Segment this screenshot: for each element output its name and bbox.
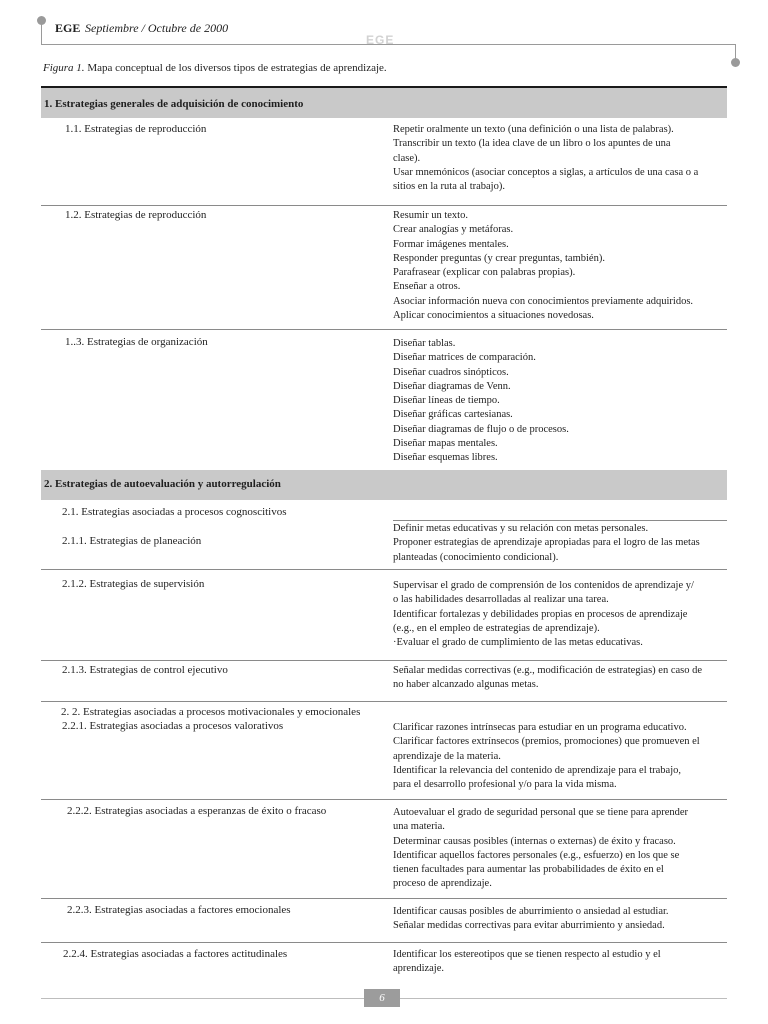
description-line: Identificar fortalezas y debilidades propias en procesos de aprendizaje bbox=[393, 608, 688, 620]
description-line: ·Evaluar el grado de cumplimiento de las metas educativas. bbox=[393, 637, 643, 649]
journal-name: EGE bbox=[55, 21, 81, 35]
description-line: una materia. bbox=[393, 821, 445, 833]
description-line: para el desarrollo profesional y/o para la vida misma. bbox=[393, 779, 617, 791]
figure-caption-text: Mapa conceptual de los diversos tipos de estrategias de aprendizaje. bbox=[84, 62, 387, 74]
strategy-label: 2.1.3. Estrategias de control ejecutivo bbox=[62, 664, 228, 676]
description-line: Parafrasear (explicar con palabras propias). bbox=[393, 267, 576, 279]
strategy-description bbox=[393, 579, 728, 650]
description-line: Diseñar diagramas de flujo o de procesos. bbox=[393, 423, 569, 435]
description-line: proceso de aprendizaje. bbox=[393, 878, 492, 890]
strategy-label: 2.2.2. Estrategias asociadas a esperanzas de éxito o fracaso bbox=[67, 805, 327, 817]
description-line: planteadas (conocimiento condicional). bbox=[393, 551, 559, 563]
description-line: Aplicar conocimientos a situaciones novedosas. bbox=[393, 310, 594, 322]
description-line: Transcribir un texto (la idea clave de un libro o los apuntes de una bbox=[393, 138, 671, 150]
description-line: Identificar los estereotipos que se tienen respecto al estudio y el bbox=[393, 949, 661, 960]
strategy-label: 1..3. Estrategias de organización bbox=[65, 336, 208, 348]
description-line: Enseñar a otros. bbox=[393, 281, 461, 293]
description-line: tienen facultades para aumentar las probabilidades de éxito en el bbox=[393, 864, 664, 876]
description-line: Diseñar gráficas cartesianas. bbox=[393, 409, 513, 421]
description-line: o las habilidades desarrolladas al realizar una tarea. bbox=[393, 594, 609, 606]
row-divider bbox=[41, 205, 727, 206]
description-line: Definir metas educativas y su relación con metas personales. bbox=[393, 523, 649, 534]
strategy-description bbox=[393, 905, 728, 934]
description-line: Supervisar el grado de comprensión de los contenidos de aprendizaje y/ bbox=[393, 580, 694, 591]
description-line: Diseñar diagramas de Venn. bbox=[393, 380, 511, 392]
figure-caption bbox=[43, 62, 387, 74]
description-line: no haber alcanzado algunas metas. bbox=[393, 679, 539, 691]
header-ornament-dot-right bbox=[731, 58, 740, 67]
row-divider bbox=[41, 329, 727, 330]
description-line: clase). bbox=[393, 152, 421, 164]
description-line: sitios en la ruta al trabajo). bbox=[393, 181, 505, 193]
section-title: 1. Estrategias generales de adquisición de conocimiento bbox=[44, 98, 304, 110]
row-divider bbox=[41, 701, 727, 702]
section-title: 2. Estrategias de autoevaluación y autorregulación bbox=[44, 478, 281, 490]
description-line: Señalar medidas correctivas para evitar aburrimiento y ansiedad. bbox=[393, 920, 665, 932]
description-line: Usar mnemónicos (asociar conceptos a siglas, a artículos de una casa o a bbox=[393, 166, 699, 178]
header-watermark: EGE bbox=[366, 33, 395, 47]
description-line: (e.g., en el empleo de estrategias de aprendizaje). bbox=[393, 622, 600, 634]
strategy-label: 2.2.3. Estrategias asociadas a factores emocionales bbox=[67, 904, 291, 916]
strategy-label: 2.1.2. Estrategias de supervisión bbox=[62, 578, 205, 590]
description-line: Diseñar líneas de tiempo. bbox=[393, 395, 500, 407]
row-divider bbox=[41, 799, 727, 800]
description-line: Diseñar cuadros sinópticos. bbox=[393, 366, 509, 378]
strategy-description bbox=[393, 948, 728, 977]
row-divider bbox=[41, 942, 727, 943]
row-divider bbox=[41, 569, 727, 570]
description-line: aprendizaje. bbox=[393, 963, 445, 975]
issue-date: Septiembre / Octubre de 2000 bbox=[85, 21, 229, 35]
description-line: Identificar aquellos factores personales (e.g., esfuerzo) en los que se bbox=[393, 849, 680, 861]
strategy-description bbox=[393, 209, 728, 323]
description-line: Señalar medidas correctivas (e.g., modificación de estrategias) en caso de bbox=[393, 665, 703, 676]
description-line: Determinar causas posibles (internas o externas) de éxito y fracaso. bbox=[393, 835, 676, 847]
description-line: aprendizaje de la materia. bbox=[393, 750, 501, 762]
section-header-1 bbox=[41, 88, 727, 118]
description-line: Clarificar razones intrínsecas para estudiar en un programa educativo. bbox=[393, 722, 687, 733]
page-number: 6 bbox=[364, 989, 400, 1007]
strategy-label: 2.1.1. Estrategias de planeación bbox=[62, 535, 202, 547]
description-line: Diseñar matrices de comparación. bbox=[393, 352, 536, 364]
strategy-description bbox=[393, 664, 728, 693]
strategy-label: 1.2. Estrategias de reproducción bbox=[65, 209, 207, 221]
description-line: Diseñar mapas mentales. bbox=[393, 438, 498, 450]
header-ornament-line-left bbox=[41, 19, 42, 44]
strategy-group-label: 2. 2. Estrategias asociadas a procesos motivacionales y emocionales bbox=[61, 706, 361, 718]
section-header-2 bbox=[41, 470, 727, 500]
description-line: Asociar información nueva con conocimientos previamente adquiridos. bbox=[393, 295, 694, 307]
description-line: Diseñar esquemas libres. bbox=[393, 452, 498, 464]
strategy-label: 1.1. Estrategias de reproducción bbox=[65, 123, 207, 135]
description-line: Resumir un texto. bbox=[393, 210, 468, 221]
description-line: Autoevaluar el grado de seguridad personal que se tiene para aprender bbox=[393, 807, 689, 818]
description-line: Proponer estrategias de aprendizaje apropiadas para el logro de las metas bbox=[393, 537, 700, 549]
description-line: Diseñar tablas. bbox=[393, 338, 456, 349]
strategy-group-label: 2.1. Estrategias asociadas a procesos cognoscitivos bbox=[62, 506, 287, 518]
description-line: Formar imágenes mentales. bbox=[393, 238, 509, 250]
description-rule bbox=[393, 520, 727, 521]
strategy-label: 2.2.4. Estrategias asociadas a factores actitudinales bbox=[63, 948, 288, 960]
row-divider bbox=[41, 898, 727, 899]
strategy-label: 2.2.1. Estrategias asociadas a procesos valorativos bbox=[62, 720, 284, 732]
strategy-description bbox=[393, 721, 728, 792]
strategy-description bbox=[393, 806, 728, 892]
row-divider bbox=[41, 660, 727, 661]
strategy-description bbox=[393, 337, 728, 466]
strategy-description bbox=[393, 522, 728, 565]
strategy-description bbox=[393, 123, 728, 194]
description-line: Identificar la relevancia del contenido de aprendizaje para el trabajo, bbox=[393, 764, 682, 776]
description-line: Clarificar factores extrínsecos (premios, promociones) que promueven el bbox=[393, 736, 700, 748]
figure-label: Figura 1. bbox=[43, 62, 85, 74]
description-line: Responder preguntas (y crear preguntas, también). bbox=[393, 252, 605, 264]
description-line: Identificar causas posibles de aburrimiento o ansiedad al estudiar. bbox=[393, 906, 669, 917]
description-line: Repetir oralmente un texto (una definición o una lista de palabras). bbox=[393, 124, 674, 135]
description-line: Crear analogías y metáforas. bbox=[393, 224, 514, 236]
